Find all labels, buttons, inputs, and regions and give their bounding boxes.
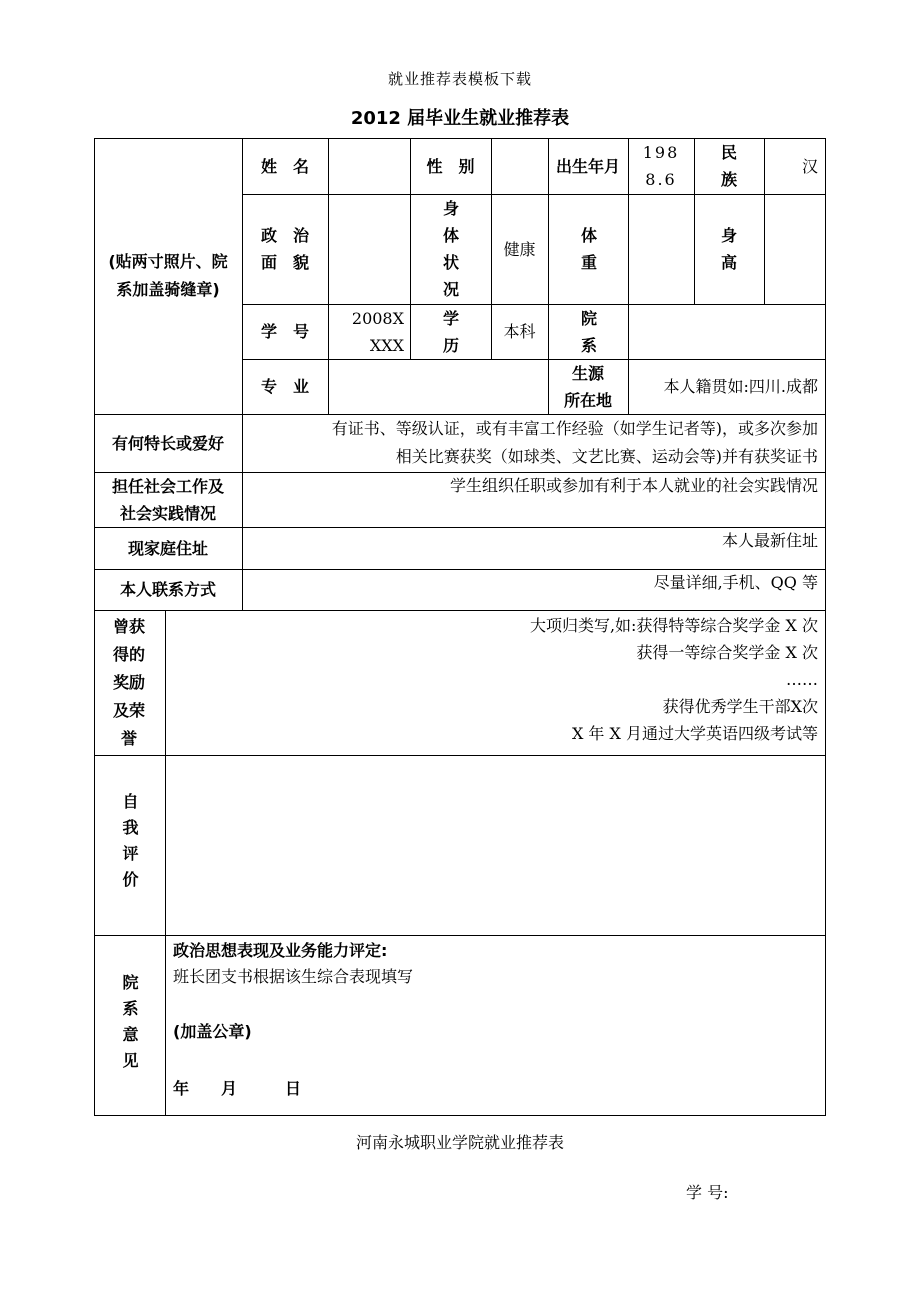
dept-date: 年 月 日 — [173, 1079, 302, 1098]
value-origin: 本人籍贯如:四川.成都 — [663, 377, 818, 396]
value-ethnicity: 汉 — [801, 156, 818, 176]
dept-seal: (加盖公章) — [173, 1022, 252, 1041]
value-social-work: 学生组织任职或参加有利于本人就业的社会实践情况 — [449, 476, 818, 495]
value-name — [328, 138, 410, 194]
value-health: 健康 — [503, 239, 536, 259]
value-birth: 198 8.6 — [642, 143, 680, 189]
label-height: 身高 — [720, 226, 737, 272]
photo-placeholder: (贴两寸照片、院系加盖骑缝章) — [108, 252, 228, 299]
label-student-id: 学 号 — [260, 322, 309, 341]
value-student-id: 2008X XXX — [351, 308, 404, 355]
value-department — [628, 304, 826, 359]
label-politics: 政 治 面 貌 — [260, 226, 309, 272]
label-department: 院系 — [580, 308, 597, 355]
value-height — [764, 194, 826, 304]
label-self-eval — [94, 755, 165, 935]
label-birth: 出生年月 — [555, 156, 620, 176]
value-contact: 尽量详细,手机、QQ 等 — [653, 573, 818, 592]
value-major — [328, 359, 548, 414]
dept-opinion-text: 院系意见 — [120, 973, 139, 1078]
page-title: 2012 届毕业生就业推荐表 — [350, 108, 570, 129]
value-gender — [491, 138, 548, 194]
footer-school-title: 河南永城职业学院就业推荐表 — [355, 1133, 564, 1152]
value-specialty: 有证书、等级认证，或有丰富工作经验（如学生记者等)，或多次参加 相关比赛获奖（如球类、文艺比赛、运动会等)并有获奖证书 — [331, 419, 818, 466]
dept-note: 班长团支书根据该生综合表现填写 — [173, 967, 414, 986]
value-politics — [328, 194, 410, 304]
dept-heading: 政治思想表现及业务能力评定: — [173, 941, 388, 960]
label-health: 身体状况 — [442, 199, 459, 299]
value-awards: 大项归类写,如:获得特等综合奖学金 X 次 获得一等综合奖学金 X 次 …… 获得优秀学生干部X次 X 年 X 月通过大学英语四级考试等 — [529, 616, 818, 743]
label-address: 现家庭住址 — [127, 538, 208, 558]
label-awards: 曾获得的奖励及荣誉 — [112, 616, 145, 748]
value-education: 本科 — [503, 322, 536, 341]
label-ethnicity: 民族 — [720, 143, 737, 189]
label-name: 姓 名 — [260, 156, 309, 176]
label-major: 专 业 — [260, 377, 309, 396]
value-self-eval — [165, 755, 826, 935]
label-dept-opinion — [94, 935, 165, 1116]
label-contact: 本人联系方式 — [119, 580, 216, 599]
label-gender: 性 别 — [426, 156, 475, 176]
label-education: 学历 — [442, 308, 459, 355]
footer-student-id-label: 学 号: — [686, 1183, 729, 1202]
label-social-work: 担任社会工作及 社会实践情况 — [111, 476, 224, 523]
value-address: 本人最新住址 — [721, 531, 818, 550]
self-eval-text: 自我评价 — [120, 793, 139, 897]
label-specialty: 有何特长或爱好 — [111, 433, 224, 453]
label-origin: 生源 所在地 — [563, 363, 612, 410]
value-weight — [628, 194, 694, 304]
header-note: 就业推荐表模板下载 — [387, 70, 532, 88]
label-weight: 体重 — [580, 226, 597, 272]
